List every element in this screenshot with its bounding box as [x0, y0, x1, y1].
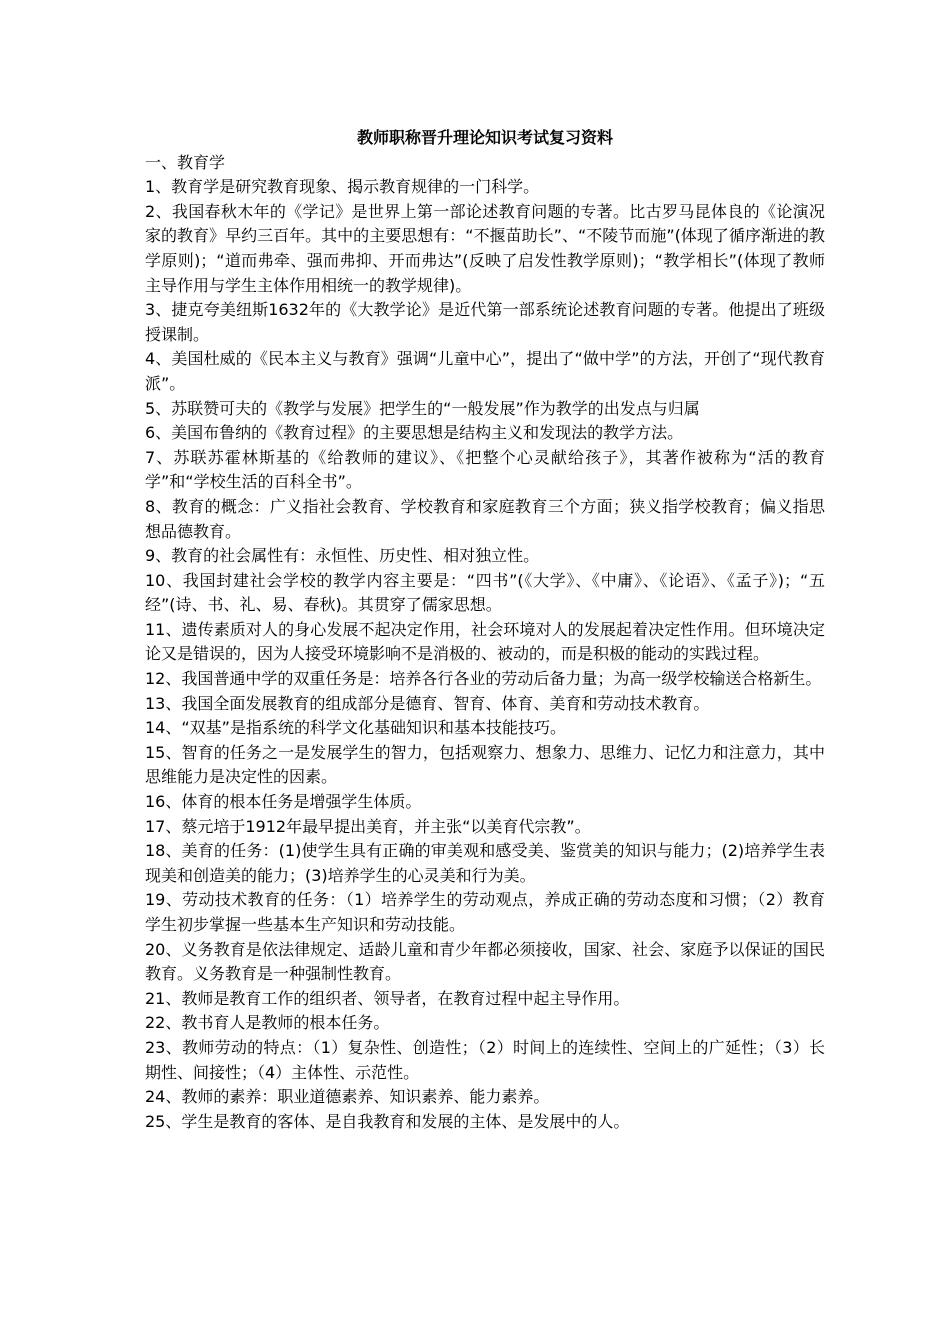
list-item: 6、美国布鲁纳的《教育过程》的主要思想是结构主义和发现法的教学方法。	[145, 423, 684, 443]
list-item: 12、我国普通中学的双重任务是：培养各行各业的劳动后备力量；为高一级学校输送合格新生。	[145, 669, 822, 689]
list-item: 22、教书育人是教师的根本任务。	[145, 1013, 390, 1033]
list-item: 23、教师劳动的特点：（1）复杂性、创造性；（2）时间上的连续性、空间上的广延性；（3）长期性、间接性；（4）主体性、示范性。	[145, 1037, 825, 1082]
document-body	[145, 126, 825, 1134]
list-item: 21、教师是教育工作的组织者、领导者，在教育过程中起主导作用。	[145, 988, 630, 1008]
list-item: 10、我国封建社会学校的教学内容主要是：“四书”(《大学》、《中庸》、《论语》、《孟子》)；“五经”(诗、书、礼、易、春秋)。其贯穿了儒家思想。	[145, 570, 825, 615]
list-item: 9、教育的社会属性有：永恒性、历史性、相对独立性。	[145, 546, 540, 566]
list-item: 18、美育的任务：(1)使学生具有正确的审美观和感受美、鉴赏美的知识与能力；(2)培养学生表现美和创造美的能力；(3)培养学生的心灵美和行为美。	[145, 841, 825, 885]
list-item: 1、教育学是研究教育现象、揭示教育规律的一门科学。	[145, 177, 540, 197]
list-item: 16、体育的根本任务是增强学生体质。	[145, 792, 422, 812]
list-item: 20、义务教育是依法律规定、适龄儿童和青少年都必须接收，国家、社会、家庭予以保证的国民教育。义务教育是一种强制性教育。	[145, 939, 825, 984]
list-item: 2、我国春秋木年的《学记》是世界上第一部论述教育问题的专著。比古罗马昆体良的《论演况家的教育》早约三百年。其中的主要思想有：“不揠苗助长”、“不陵节而施”(体现了循序渐进的教学原则)；“道而弗牵、强而弗抑、开而弗达”(反映了启发性教学原则)；“教学相长”(体现了教师主导作用与学生主体作用相统一的教学规律)。	[145, 201, 825, 295]
list-item: 17、蔡元培于1912年最早提出美育，并主张“以美育代宗教”。	[145, 816, 591, 836]
list-item: 15、智育的任务之一是发展学生的智力，包括观察力、想象力、思维力、记忆力和注意力，其中思维能力是决定性的因素。	[145, 742, 825, 787]
list-item: 13、我国全面发展教育的组成部分是德育、智育、体育、美育和劳动技术教育。	[145, 693, 710, 713]
list-item: 24、教师的素养：职业道德素养、知识素养、能力素养。	[145, 1087, 550, 1107]
document-title: 教师职称晋升理论知识考试复习资料	[356, 128, 613, 147]
list-item: 25、学生是教育的客体、是自我教育和发展的主体、是发展中的人。	[145, 1111, 630, 1131]
list-item: 14、“双基”是指系统的科学文化基础知识和基本技能技巧。	[145, 718, 566, 738]
list-item: 5、苏联赞可夫的《教学与发展》把学生的“一般发展”作为教学的出发点与归属	[145, 398, 700, 418]
section-heading: 一、教育学	[145, 152, 226, 172]
list-item: 11、遗传素质对人的身心发展不起决定作用，社会环境对人的发展起着决定性作用。但环境决定论又是错误的，因为人接受环境影响不是消极的、被动的，而是积极的能动的实践过程。	[145, 619, 825, 664]
list-item: 7、苏联苏霍林斯基的《给教师的建议》、《把整个心灵献给孩子》，其著作被称为“活的教育学”和“学校生活的百科全书”。	[145, 447, 825, 492]
list-item: 8、教育的概念：广义指社会教育、学校教育和家庭教育三个方面；狭义指学校教育；偏义指思想品德教育。	[145, 496, 825, 541]
list-item: 3、捷克夸美纽斯1632年的《大教学论》是近代第一部系统论述教育问题的专著。他提出了班级授课制。	[145, 300, 825, 344]
list-item: 4、美国杜威的《民本主义与教育》强调“儿童中心”，提出了“做中学”的方法，开创了“现代教育派”。	[145, 349, 825, 393]
list-item: 19、劳动技术教育的任务：（1）培养学生的劳动观点，养成正确的劳动态度和习惯；（2）教育学生初步掌握一些基本生产知识和劳动技能。	[145, 890, 825, 934]
